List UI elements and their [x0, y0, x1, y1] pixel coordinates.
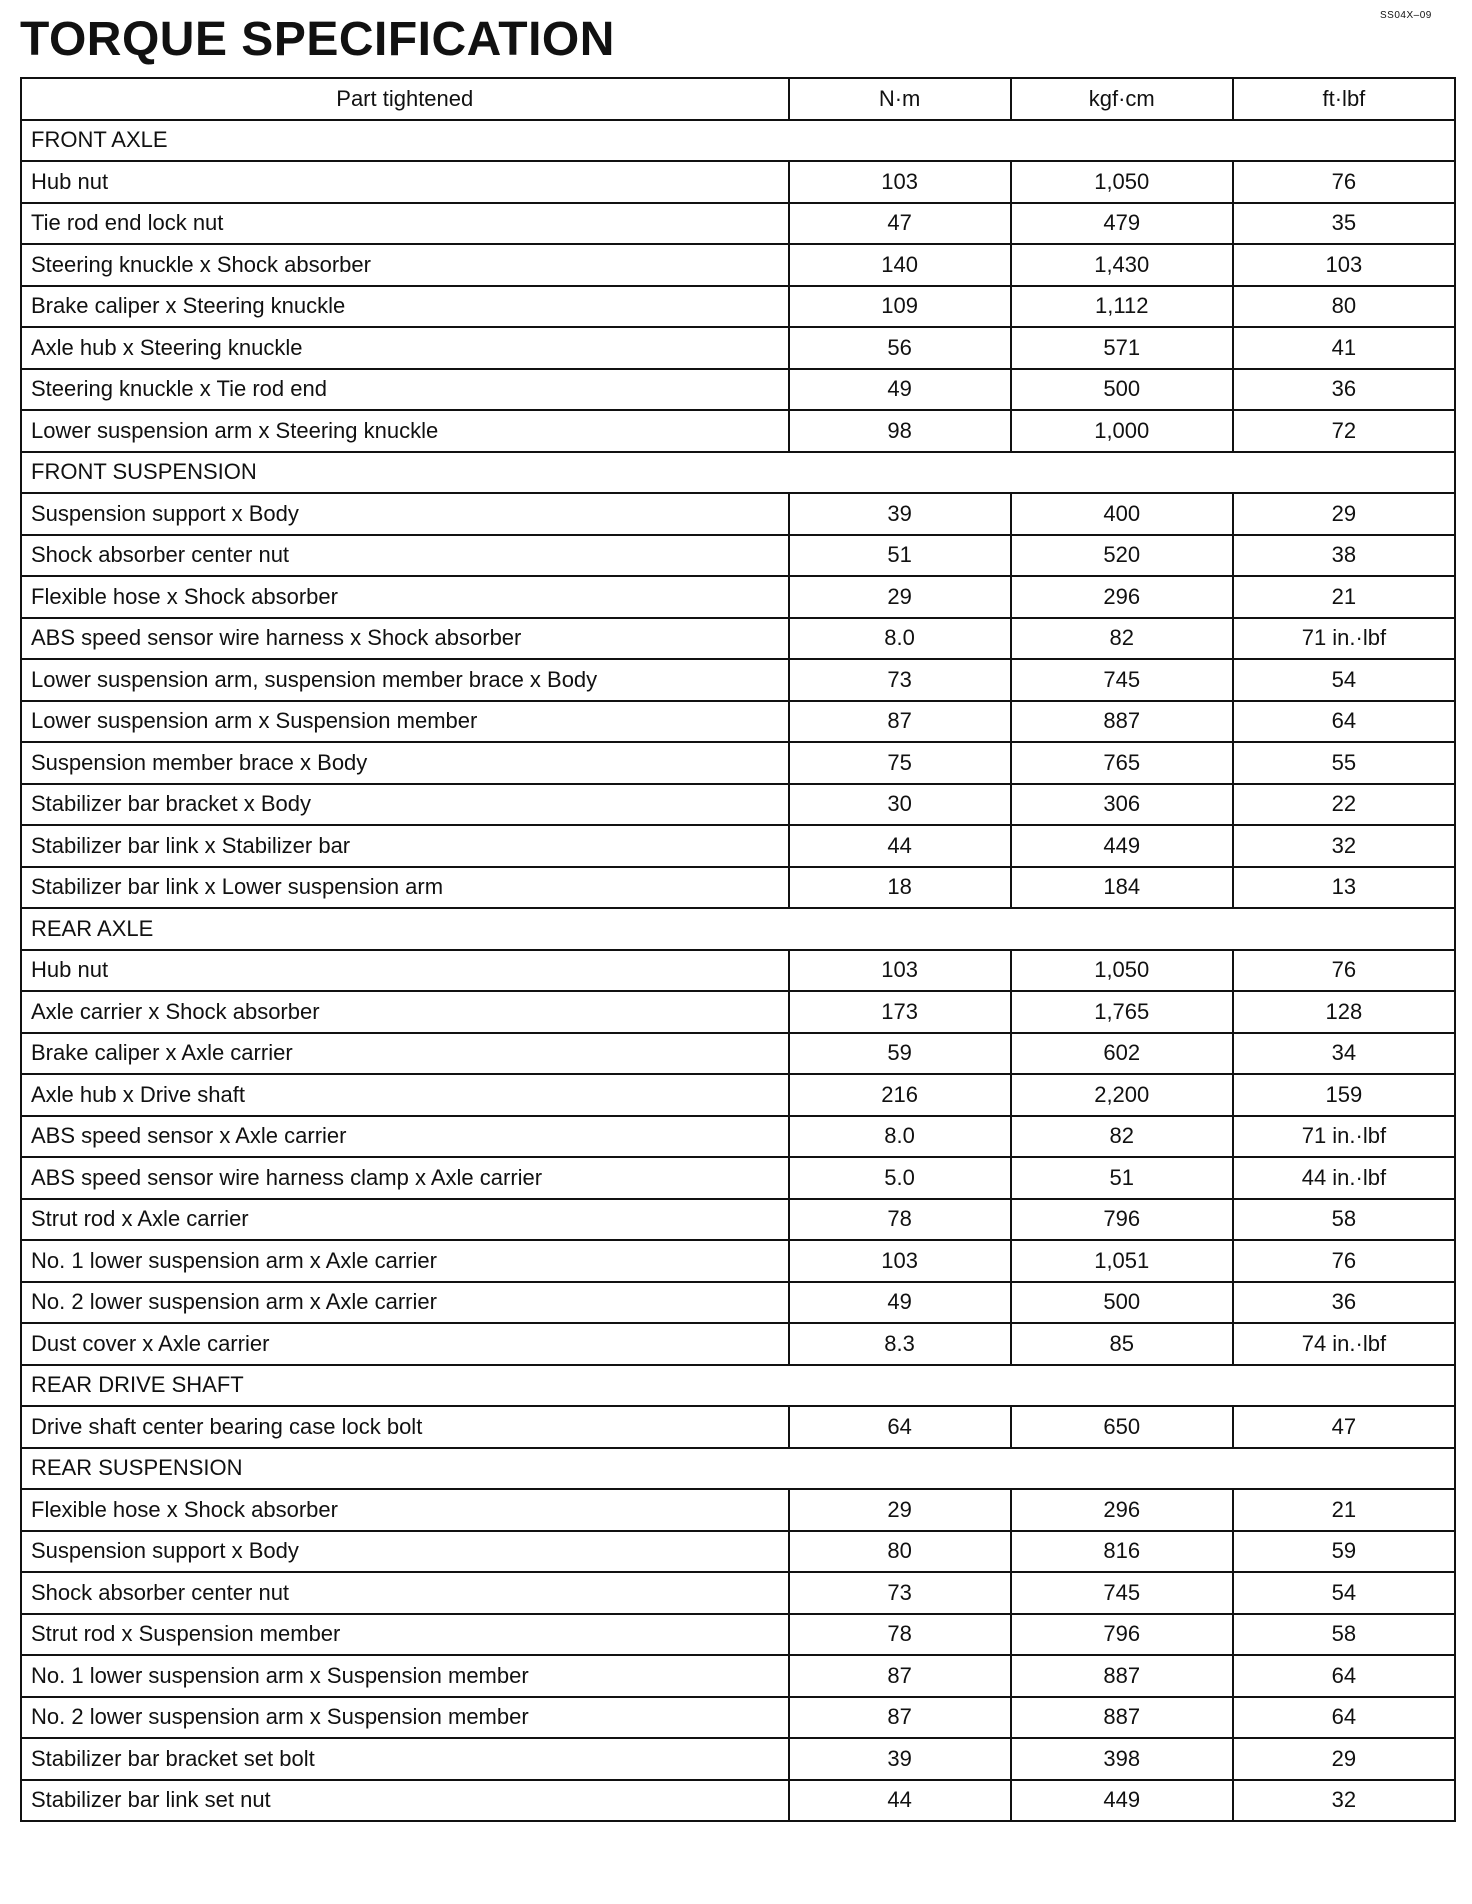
kgfcm-cell: 1,050 — [1011, 161, 1233, 203]
part-tightened-cell: Tie rod end lock nut — [21, 203, 789, 245]
ftlbf-cell: 71 in.·lbf — [1233, 1116, 1455, 1158]
ftlbf-cell: 71 in.·lbf — [1233, 618, 1455, 660]
kgfcm-cell: 82 — [1011, 1116, 1233, 1158]
section-row — [21, 908, 1455, 950]
ftlbf-cell: 64 — [1233, 1697, 1455, 1739]
nm-cell: 39 — [789, 493, 1011, 535]
section-heading: REAR AXLE — [21, 908, 1455, 950]
ftlbf-cell: 72 — [1233, 410, 1455, 452]
nm-cell: 49 — [789, 1282, 1011, 1324]
kgfcm-cell: 520 — [1011, 535, 1233, 577]
table-row — [21, 161, 1455, 203]
nm-cell: 56 — [789, 327, 1011, 369]
part-tightened-cell: Shock absorber center nut — [21, 535, 789, 577]
table-row — [21, 410, 1455, 452]
part-tightened-cell: Flexible hose x Shock absorber — [21, 1489, 789, 1531]
ftlbf-cell: 54 — [1233, 659, 1455, 701]
ftlbf-cell: 21 — [1233, 1489, 1455, 1531]
table-row — [21, 825, 1455, 867]
part-tightened-cell: Suspension support x Body — [21, 493, 789, 535]
part-tightened-cell: Lower suspension arm x Steering knuckle — [21, 410, 789, 452]
table-row — [21, 286, 1455, 328]
part-tightened-cell: Stabilizer bar link x Lower suspension arm — [21, 867, 789, 909]
ftlbf-cell: 29 — [1233, 1738, 1455, 1780]
kgfcm-cell: 1,765 — [1011, 991, 1233, 1033]
table-row — [21, 867, 1455, 909]
table-row — [21, 1489, 1455, 1531]
ftlbf-cell: 36 — [1233, 1282, 1455, 1324]
part-tightened-cell: ABS speed sensor x Axle carrier — [21, 1116, 789, 1158]
ftlbf-cell: 58 — [1233, 1614, 1455, 1656]
nm-cell: 73 — [789, 1572, 1011, 1614]
part-tightened-cell: Stabilizer bar link x Stabilizer bar — [21, 825, 789, 867]
table-row — [21, 618, 1455, 660]
kgfcm-cell: 449 — [1011, 1780, 1233, 1822]
ftlbf-cell: 76 — [1233, 1240, 1455, 1282]
ftlbf-cell: 76 — [1233, 161, 1455, 203]
table-row — [21, 1240, 1455, 1282]
ftlbf-cell: 74 in.·lbf — [1233, 1323, 1455, 1365]
kgfcm-cell: 500 — [1011, 1282, 1233, 1324]
kgfcm-cell: 306 — [1011, 784, 1233, 826]
table-row — [21, 784, 1455, 826]
ftlbf-cell: 41 — [1233, 327, 1455, 369]
ftlbf-cell: 32 — [1233, 1780, 1455, 1822]
ftlbf-cell: 55 — [1233, 742, 1455, 784]
kgfcm-cell: 650 — [1011, 1406, 1233, 1448]
part-tightened-cell: Shock absorber center nut — [21, 1572, 789, 1614]
part-tightened-cell: No. 2 lower suspension arm x Suspension member — [21, 1697, 789, 1739]
table-row — [21, 742, 1455, 784]
table-row — [21, 1282, 1455, 1324]
part-tightened-cell: Dust cover x Axle carrier — [21, 1323, 789, 1365]
part-tightened-cell: Lower suspension arm, suspension member brace x Body — [21, 659, 789, 701]
nm-cell: 49 — [789, 369, 1011, 411]
ftlbf-cell: 54 — [1233, 1572, 1455, 1614]
kgfcm-cell: 887 — [1011, 701, 1233, 743]
kgfcm-cell: 2,200 — [1011, 1074, 1233, 1116]
part-tightened-cell: No. 1 lower suspension arm x Suspension member — [21, 1655, 789, 1697]
kgfcm-cell: 1,050 — [1011, 950, 1233, 992]
nm-cell: 18 — [789, 867, 1011, 909]
part-tightened-cell: Drive shaft center bearing case lock bolt — [21, 1406, 789, 1448]
ftlbf-cell: 22 — [1233, 784, 1455, 826]
part-tightened-cell: ABS speed sensor wire harness x Shock absorber — [21, 618, 789, 660]
part-tightened-cell: Stabilizer bar link set nut — [21, 1780, 789, 1822]
kgfcm-cell: 479 — [1011, 203, 1233, 245]
table-row — [21, 1614, 1455, 1656]
table-row — [21, 1738, 1455, 1780]
ftlbf-cell: 38 — [1233, 535, 1455, 577]
kgfcm-cell: 51 — [1011, 1157, 1233, 1199]
table-row — [21, 1157, 1455, 1199]
nm-cell: 8.0 — [789, 1116, 1011, 1158]
ftlbf-cell: 47 — [1233, 1406, 1455, 1448]
nm-cell: 78 — [789, 1199, 1011, 1241]
ftlbf-cell: 64 — [1233, 1655, 1455, 1697]
kgfcm-cell: 1,112 — [1011, 286, 1233, 328]
kgfcm-cell: 745 — [1011, 1572, 1233, 1614]
table-row — [21, 369, 1455, 411]
nm-cell: 8.3 — [789, 1323, 1011, 1365]
table-row — [21, 1199, 1455, 1241]
ftlbf-cell: 13 — [1233, 867, 1455, 909]
table-row — [21, 1655, 1455, 1697]
nm-cell: 87 — [789, 701, 1011, 743]
part-tightened-cell: Strut rod x Suspension member — [21, 1614, 789, 1656]
nm-cell: 59 — [789, 1033, 1011, 1075]
table-row — [21, 576, 1455, 618]
part-tightened-cell: Steering knuckle x Tie rod end — [21, 369, 789, 411]
nm-cell: 87 — [789, 1655, 1011, 1697]
part-tightened-cell: Brake caliper x Axle carrier — [21, 1033, 789, 1075]
part-tightened-cell: Lower suspension arm x Suspension member — [21, 701, 789, 743]
kgfcm-cell: 184 — [1011, 867, 1233, 909]
part-tightened-cell: Stabilizer bar bracket x Body — [21, 784, 789, 826]
kgfcm-cell: 745 — [1011, 659, 1233, 701]
table-row — [21, 659, 1455, 701]
header-kgfcm: kgf·cm — [1011, 78, 1233, 120]
ftlbf-cell: 29 — [1233, 493, 1455, 535]
nm-cell: 103 — [789, 950, 1011, 992]
document-code: SS04X–09 — [1380, 10, 1432, 21]
table-row — [21, 1116, 1455, 1158]
table-row — [21, 1572, 1455, 1614]
kgfcm-cell: 296 — [1011, 576, 1233, 618]
ftlbf-cell: 34 — [1233, 1033, 1455, 1075]
kgfcm-cell: 887 — [1011, 1697, 1233, 1739]
nm-cell: 51 — [789, 535, 1011, 577]
table-row — [21, 1697, 1455, 1739]
kgfcm-cell: 449 — [1011, 825, 1233, 867]
kgfcm-cell: 1,000 — [1011, 410, 1233, 452]
part-tightened-cell: Flexible hose x Shock absorber — [21, 576, 789, 618]
table-row — [21, 1531, 1455, 1573]
part-tightened-cell: Axle hub x Steering knuckle — [21, 327, 789, 369]
kgfcm-cell: 500 — [1011, 369, 1233, 411]
section-row — [21, 1365, 1455, 1407]
table-row — [21, 327, 1455, 369]
torque-spec-table — [20, 77, 1456, 1822]
ftlbf-cell: 21 — [1233, 576, 1455, 618]
kgfcm-cell: 602 — [1011, 1033, 1233, 1075]
part-tightened-cell: Strut rod x Axle carrier — [21, 1199, 789, 1241]
nm-cell: 216 — [789, 1074, 1011, 1116]
nm-cell: 8.0 — [789, 618, 1011, 660]
kgfcm-cell: 1,430 — [1011, 244, 1233, 286]
nm-cell: 103 — [789, 1240, 1011, 1282]
table-row — [21, 203, 1455, 245]
nm-cell: 44 — [789, 1780, 1011, 1822]
table-row — [21, 1780, 1455, 1822]
section-heading: FRONT AXLE — [21, 120, 1455, 162]
ftlbf-cell: 32 — [1233, 825, 1455, 867]
ftlbf-cell: 103 — [1233, 244, 1455, 286]
nm-cell: 109 — [789, 286, 1011, 328]
table-header-row — [21, 78, 1455, 120]
section-row — [21, 120, 1455, 162]
nm-cell: 5.0 — [789, 1157, 1011, 1199]
table-row — [21, 1406, 1455, 1448]
nm-cell: 80 — [789, 1531, 1011, 1573]
kgfcm-cell: 296 — [1011, 1489, 1233, 1531]
table-row — [21, 991, 1455, 1033]
nm-cell: 98 — [789, 410, 1011, 452]
section-row — [21, 452, 1455, 494]
table-row — [21, 1323, 1455, 1365]
nm-cell: 87 — [789, 1697, 1011, 1739]
kgfcm-cell: 796 — [1011, 1614, 1233, 1656]
part-tightened-cell: No. 1 lower suspension arm x Axle carrier — [21, 1240, 789, 1282]
kgfcm-cell: 796 — [1011, 1199, 1233, 1241]
part-tightened-cell: No. 2 lower suspension arm x Axle carrier — [21, 1282, 789, 1324]
part-tightened-cell: Hub nut — [21, 950, 789, 992]
ftlbf-cell: 59 — [1233, 1531, 1455, 1573]
part-tightened-cell: Suspension member brace x Body — [21, 742, 789, 784]
section-heading: REAR DRIVE SHAFT — [21, 1365, 1455, 1407]
kgfcm-cell: 571 — [1011, 327, 1233, 369]
part-tightened-cell: Suspension support x Body — [21, 1531, 789, 1573]
part-tightened-cell: ABS speed sensor wire harness clamp x Axle carrier — [21, 1157, 789, 1199]
kgfcm-cell: 887 — [1011, 1655, 1233, 1697]
page-title: TORQUE SPECIFICATION — [20, 13, 615, 66]
nm-cell: 44 — [789, 825, 1011, 867]
nm-cell: 75 — [789, 742, 1011, 784]
table-row — [21, 1033, 1455, 1075]
part-tightened-cell: Stabilizer bar bracket set bolt — [21, 1738, 789, 1780]
nm-cell: 39 — [789, 1738, 1011, 1780]
kgfcm-cell: 765 — [1011, 742, 1233, 784]
nm-cell: 140 — [789, 244, 1011, 286]
nm-cell: 47 — [789, 203, 1011, 245]
table-row — [21, 950, 1455, 992]
kgfcm-cell: 816 — [1011, 1531, 1233, 1573]
kgfcm-cell: 400 — [1011, 493, 1233, 535]
section-heading: REAR SUSPENSION — [21, 1448, 1455, 1490]
nm-cell: 173 — [789, 991, 1011, 1033]
nm-cell: 64 — [789, 1406, 1011, 1448]
header-nm: N·m — [789, 78, 1011, 120]
nm-cell: 29 — [789, 1489, 1011, 1531]
table-row — [21, 701, 1455, 743]
ftlbf-cell: 36 — [1233, 369, 1455, 411]
header-ftlbf: ft·lbf — [1233, 78, 1455, 120]
table-body — [21, 120, 1455, 1822]
ftlbf-cell: 44 in.·lbf — [1233, 1157, 1455, 1199]
table-row — [21, 535, 1455, 577]
ftlbf-cell: 159 — [1233, 1074, 1455, 1116]
nm-cell: 78 — [789, 1614, 1011, 1656]
nm-cell: 30 — [789, 784, 1011, 826]
kgfcm-cell: 85 — [1011, 1323, 1233, 1365]
table-row — [21, 1074, 1455, 1116]
ftlbf-cell: 58 — [1233, 1199, 1455, 1241]
table-row — [21, 244, 1455, 286]
nm-cell: 29 — [789, 576, 1011, 618]
table-row — [21, 493, 1455, 535]
ftlbf-cell: 128 — [1233, 991, 1455, 1033]
ftlbf-cell: 76 — [1233, 950, 1455, 992]
kgfcm-cell: 1,051 — [1011, 1240, 1233, 1282]
part-tightened-cell: Hub nut — [21, 161, 789, 203]
header-part-tightened: Part tightened — [21, 78, 789, 120]
part-tightened-cell: Axle hub x Drive shaft — [21, 1074, 789, 1116]
part-tightened-cell: Steering knuckle x Shock absorber — [21, 244, 789, 286]
kgfcm-cell: 82 — [1011, 618, 1233, 660]
section-row — [21, 1448, 1455, 1490]
part-tightened-cell: Axle carrier x Shock absorber — [21, 991, 789, 1033]
ftlbf-cell: 64 — [1233, 701, 1455, 743]
ftlbf-cell: 80 — [1233, 286, 1455, 328]
nm-cell: 103 — [789, 161, 1011, 203]
kgfcm-cell: 398 — [1011, 1738, 1233, 1780]
ftlbf-cell: 35 — [1233, 203, 1455, 245]
nm-cell: 73 — [789, 659, 1011, 701]
part-tightened-cell: Brake caliper x Steering knuckle — [21, 286, 789, 328]
section-heading: FRONT SUSPENSION — [21, 452, 1455, 494]
